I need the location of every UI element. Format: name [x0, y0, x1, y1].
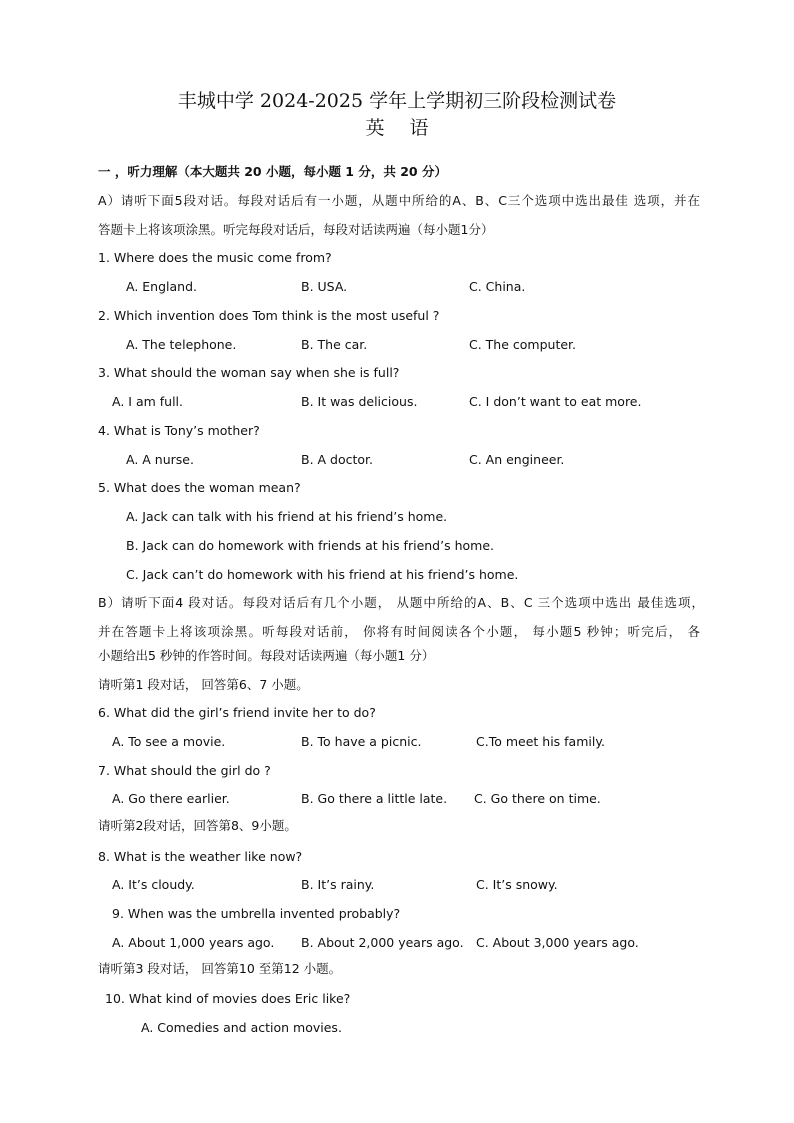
- q7-option-a: A. Go there earlier.: [112, 791, 230, 806]
- q9-option-a: A. About 1,000 years ago.: [112, 935, 275, 950]
- q2-option-a: A. The telephone.: [126, 337, 237, 352]
- question-7: 7. What should the girl do ?: [98, 763, 271, 778]
- q5-option-b: B. Jack can do homework with friends at his friend’s home.: [126, 538, 494, 553]
- part-b-instruction-line2: 并在答题卡上将该项涂黑。听每段对话前， 你将有时间阅读各个小题， 每小题5 秒钟；听完后， 各: [98, 624, 700, 639]
- dialog-3-note: 请听第3 段对话， 回答第10 至第12 小题。: [98, 961, 342, 976]
- q5-option-a: A. Jack can talk with his friend at his friend’s home.: [126, 509, 448, 524]
- section-heading: 一 ，听力理解（本大题共 20 小题，每小题 1 分，共 20 分）: [98, 164, 447, 179]
- part-a-instruction-line2: 答题卡上将该项涂黑。听完每段对话后，每段对话读两遍（每小题1分）: [98, 222, 494, 237]
- q1-option-c: C. China.: [469, 279, 526, 294]
- q6-option-b: B. To have a picnic.: [301, 734, 422, 749]
- q9-option-c: C. About 3,000 years ago.: [476, 935, 639, 950]
- question-3: 3. What should the woman say when she is full?: [98, 365, 400, 380]
- question-5: 5. What does the woman mean?: [98, 480, 301, 495]
- question-6: 6. What did the girl’s friend invite her to do?: [98, 705, 376, 720]
- part-b-instruction-line1: B）请听下面4 段对话。每段对话后有几个小题， 从题中所给的A、B、C 三个选项中选出 最佳选项，: [98, 595, 704, 610]
- exam-title: 丰城中学 2024-2025 学年上学期初三阶段检测试卷: [177, 90, 617, 112]
- question-4: 4. What is Tony’s mother?: [98, 423, 260, 438]
- q7-option-c: C. Go there on time.: [474, 791, 601, 806]
- q8-option-c: C. It’s snowy.: [476, 877, 558, 892]
- dialog-2-note: 请听第2段对话，回答第8、9小题。: [98, 818, 297, 833]
- dialog-1-note: 请听第1 段对话， 回答第6、7 小题。: [98, 677, 309, 692]
- q10-option-a: A. Comedies and action movies.: [141, 1020, 342, 1035]
- q1-option-a: A. England.: [126, 279, 197, 294]
- part-b-instruction-line3: 小题给出5 秒钟的作答时间。每段对话读两遍（每小题1 分）: [98, 648, 435, 663]
- q4-option-a: A. A nurse.: [126, 452, 194, 467]
- q1-option-b: B. USA.: [301, 279, 348, 294]
- q3-option-c: C. I don’t want to eat more.: [469, 394, 642, 409]
- q2-option-b: B. The car.: [301, 337, 368, 352]
- part-a-instruction-line1: A）请听下面5段对话。每段对话后有一小题，从题中所给的A、B、C三个选项中选出最佳 选项，并在: [98, 193, 700, 208]
- q5-option-c: C. Jack can’t do homework with his friend at his friend’s home.: [126, 567, 519, 582]
- q2-option-c: C. The computer.: [469, 337, 577, 352]
- question-9: 9. When was the umbrella invented probably?: [112, 906, 401, 921]
- question-8: 8. What is the weather like now?: [98, 849, 303, 864]
- q4-option-c: C. An engineer.: [469, 452, 565, 467]
- q6-option-a: A. To see a movie.: [112, 734, 226, 749]
- question-1: 1. Where does the music come from?: [98, 250, 332, 265]
- q3-option-b: B. It was delicious.: [301, 394, 418, 409]
- q8-option-a: A. It’s cloudy.: [112, 877, 195, 892]
- q9-option-b: B. About 2,000 years ago.: [301, 935, 464, 950]
- q7-option-b: B. Go there a little late.: [301, 791, 448, 806]
- question-2: 2. Which invention does Tom think is the most useful ?: [98, 308, 440, 323]
- subject-title: 英 语: [365, 117, 429, 139]
- q4-option-b: B. A doctor.: [301, 452, 374, 467]
- q8-option-b: B. It’s rainy.: [301, 877, 375, 892]
- q3-option-a: A. I am full.: [112, 394, 183, 409]
- q6-option-c: C.To meet his family.: [476, 734, 605, 749]
- question-10: 10. What kind of movies does Eric like?: [105, 991, 351, 1006]
